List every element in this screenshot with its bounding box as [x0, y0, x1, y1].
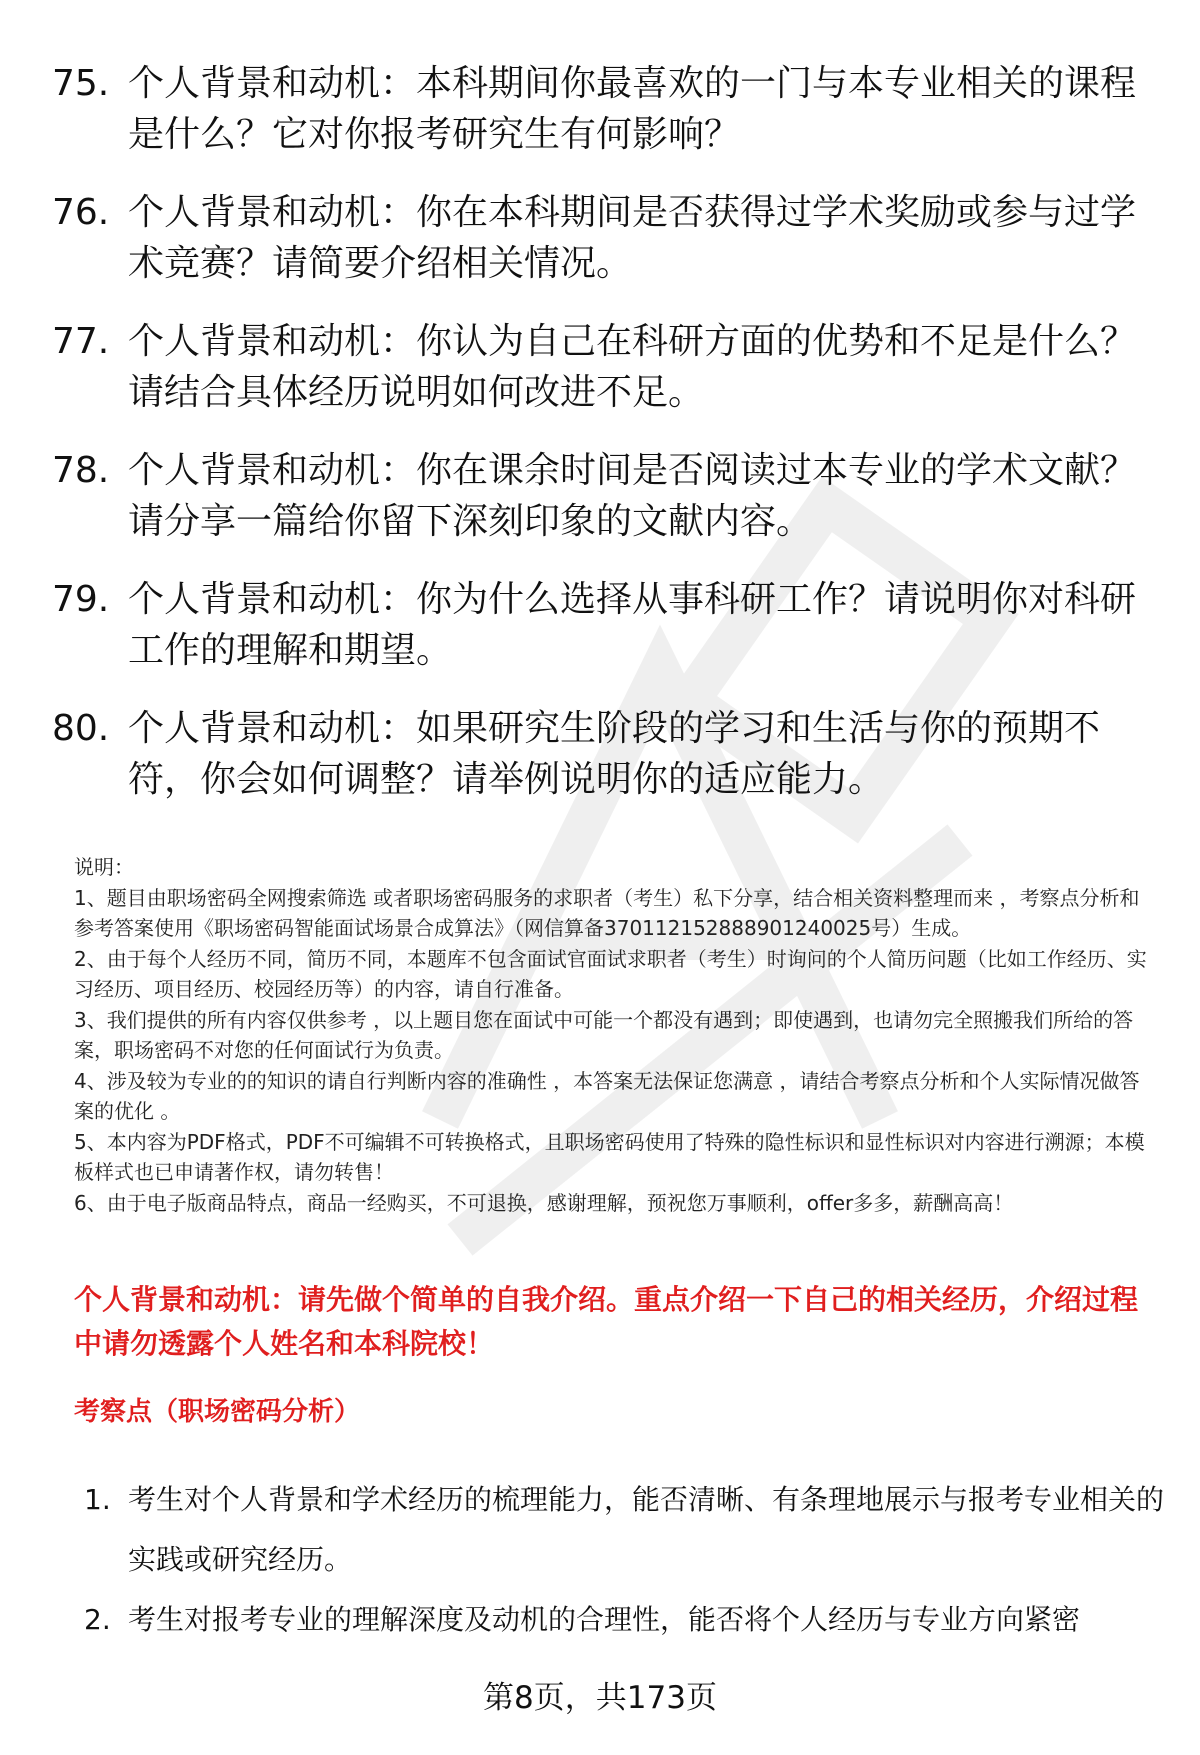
- note-item: 2、由于每个人经历不同，简历不同，本题库不包含面试官面试求职者（考生）时询问的个人简历问题（比如工作经历、实习经历、项目经历、校园经历等）的内容，请自行准备。: [74, 946, 1147, 1001]
- question-text: 个人背景和动机：如果研究生阶段的学习和生活与你的预期不符，你会如何调整？请举例说明你的适应能力。: [128, 708, 1101, 800]
- question-text: 个人背景和动机：你认为自己在科研方面的优势和不足是什么？请结合具体经历说明如何改进不足。: [128, 321, 1137, 413]
- note-item: 1、题目由职场密码全网搜索筛选 或者职场密码服务的求职者（考生）私下分享，结合相关资料整理而来 ，考察点分析和参考答案使用《职场密码智能面试场景合成算法》（网信算备370112152888901240025号）生成。: [74, 885, 1140, 940]
- page-footer: 第8页，共173页: [483, 1680, 717, 1716]
- point-number: 1.: [84, 1483, 111, 1516]
- notes-title: 说明：: [74, 855, 134, 879]
- question-item: [52, 574, 1152, 676]
- question-text: 个人背景和动机：你为什么选择从事科研工作？请说明你对科研工作的理解和期望。: [128, 579, 1137, 671]
- point-number: 2.: [84, 1603, 111, 1636]
- question-number: 77.: [52, 321, 110, 362]
- question-number: 78.: [52, 450, 110, 491]
- question-item: [52, 187, 1152, 289]
- question-text: 个人背景和动机：本科期间你最喜欢的一门与本专业相关的课程是什么？它对你报考研究生有何影响？: [128, 63, 1137, 155]
- point-text: 考生对个人背景和学术经历的梳理能力，能否清晰、有条理地展示与报考专业相关的实践或研究经历。: [128, 1483, 1165, 1576]
- question-number: 80.: [52, 708, 110, 749]
- question-text: 个人背景和动机：你在课余时间是否阅读过本专业的学术文献？请分享一篇给你留下深刻印象的文献内容。: [128, 450, 1137, 542]
- question-number: 75.: [52, 63, 110, 104]
- point-text: 考生对报考专业的理解深度及动机的合理性，能否将个人经历与专业方向紧密: [128, 1603, 1081, 1636]
- question-item: [52, 445, 1152, 547]
- assessment-point: [84, 1590, 1164, 1650]
- question-number: 76.: [52, 192, 110, 233]
- question-number: 79.: [52, 579, 110, 620]
- assessment-point: [84, 1470, 1164, 1590]
- note-item: 4、涉及较为专业的的知识的请自行判断内容的准确性 ，本答案无法保证您满意 ，请结合考察点分析和个人实际情况做答案的优化 。: [74, 1068, 1140, 1123]
- question-item: [52, 316, 1152, 418]
- highlight-question: 个人背景和动机：请先做个简单的自我介绍。重点介绍一下自己的相关经历，介绍过程中请勿透露个人姓名和本科院校！: [74, 1283, 1139, 1360]
- question-text: 个人背景和动机：你在本科期间是否获得过学术奖励或参与过学术竞赛？请简要介绍相关情况。: [128, 192, 1137, 284]
- question-list: [52, 58, 1152, 832]
- note-item: 3、我们提供的所有内容仅供参考 ，以上题目您在面试中可能一个都没有遇到；即使遇到，也请勿完全照搬我们所给的答案，职场密码不对您的任何面试行为负责。: [74, 1007, 1134, 1062]
- disclaimer-notes: [74, 852, 1156, 1218]
- note-item: 6、由于电子版商品特点，商品一经购买，不可退换，感谢理解，预祝您万事顺利，offer多多，薪酬高高！: [74, 1190, 1014, 1215]
- note-item: 5、本内容为PDF格式，PDF不可编辑不可转换格式，且职场密码使用了特殊的隐性标识和显性标识对内容进行溯源；本模板样式也已申请著作权，请勿转售！: [74, 1129, 1145, 1184]
- section-heading: 考察点（职场密码分析）: [74, 1397, 361, 1427]
- question-item: [52, 703, 1152, 805]
- assessment-points: [84, 1470, 1164, 1650]
- question-item: [52, 58, 1152, 160]
